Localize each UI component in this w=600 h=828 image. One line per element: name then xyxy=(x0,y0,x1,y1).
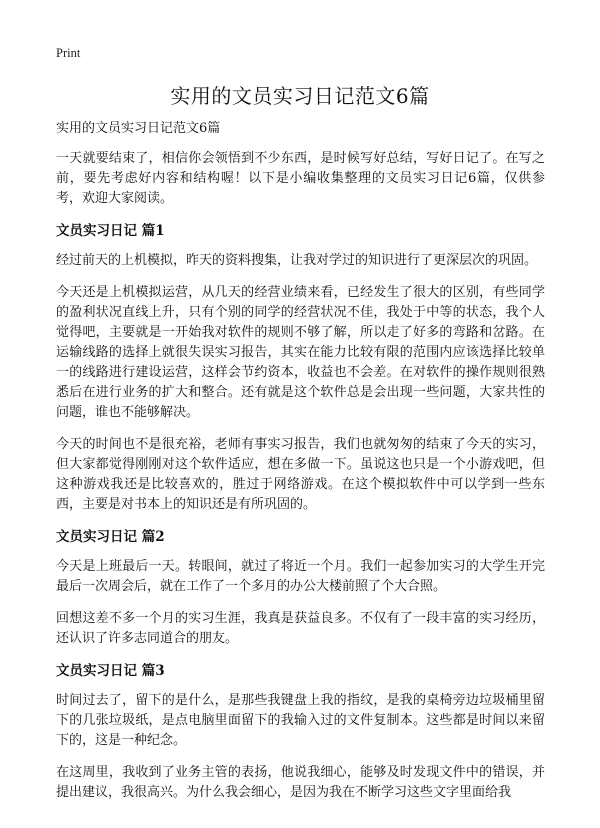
section-1 xyxy=(56,221,545,515)
section-paragraph: 今天还是上机模拟运营，从几天的经营业绩来看，已经发生了很大的区别，有些同学的盈利状况直线上升，只有个别的同学的经营状况不佳，我处于中等的状态，我个人觉得吧，主要就是一开始我对软件的规则不够了解，所以走了好多的弯路和岔路。在运输线路的选择上就很失误实习报告，其实在能力比较有限的范围内应该选择比较单一的线路进行建设运营，这样会节约资本，收益也不会差。在对软件的操作规则很熟悉后在进行业务的扩大和整合。还有就是这个软件总是会出现一些问题，大家共性的问题，谁也不能够解决。 xyxy=(56,285,545,420)
document-title: 实用的文员实习日记范文6篇 xyxy=(170,84,430,108)
section-3 xyxy=(56,661,545,803)
section-paragraph: 经过前天的上机模拟，昨天的资料搜集，让我对学过的知识进行了更深层次的巩固。 xyxy=(56,253,538,268)
intro-paragraph: 一天就要结束了，相信你会领悟到不少东西，是时候写好总结，写好日记了。在写之前，要先考虑好内容和结构喔！以下是小编收集整理的文员实习日记6篇，仅供参考，欢迎大家阅读。 xyxy=(56,151,545,206)
section-paragraph: 今天是上班最后一天。转眼间，就过了将近一个月。我们一起参加实习的大学生开完最后一次周会后，就在工作了一个多月的办公大楼前照了个大合照。 xyxy=(56,559,545,594)
document-subtitle: 实用的文员实习日记范文6篇 xyxy=(56,121,221,136)
section-paragraph: 在这周里，我收到了业务主管的表扬，他说我细心，能够及时发现文件中的错误，并提出建议，我很高兴。为什么我会细心，是因为我在不断学习这些文字里面给我 xyxy=(56,765,545,800)
section-2 xyxy=(56,527,545,649)
section-heading: 文员实习日记 篇3 xyxy=(56,663,165,679)
section-paragraph: 时间过去了，留下的是什么，是那些我键盘上我的指纹，是我的桌椅旁边垃圾桶里留下的几张垃圾纸，是点电脑里面留下的我输入过的文件复制本。这些都是时间以来留下的，这是一种纪念。 xyxy=(56,693,545,748)
section-heading: 文员实习日记 篇2 xyxy=(56,529,165,545)
section-paragraph: 回想这差不多一个月的实习生涯，我真是获益良多。不仅有了一段丰富的实习经历，还认识了许多志同道合的朋友。 xyxy=(56,611,545,646)
section-paragraph: 今天的时间也不是很充裕，老师有事实习报告，我们也就匆匆的结束了今天的实习，但大家都觉得刚刚对这个软件适应，想在多做一下。虽说这也只是一个小游戏吧，但这种游戏我还是比较喜欢的，胜过于网络游戏。在这个模拟软件中可以学到一些东西，主要是对书本上的知识还是有所巩固的。 xyxy=(56,437,545,512)
document-body xyxy=(56,119,545,815)
print-label: Print xyxy=(56,46,81,60)
section-heading: 文员实习日记 篇1 xyxy=(56,223,165,239)
